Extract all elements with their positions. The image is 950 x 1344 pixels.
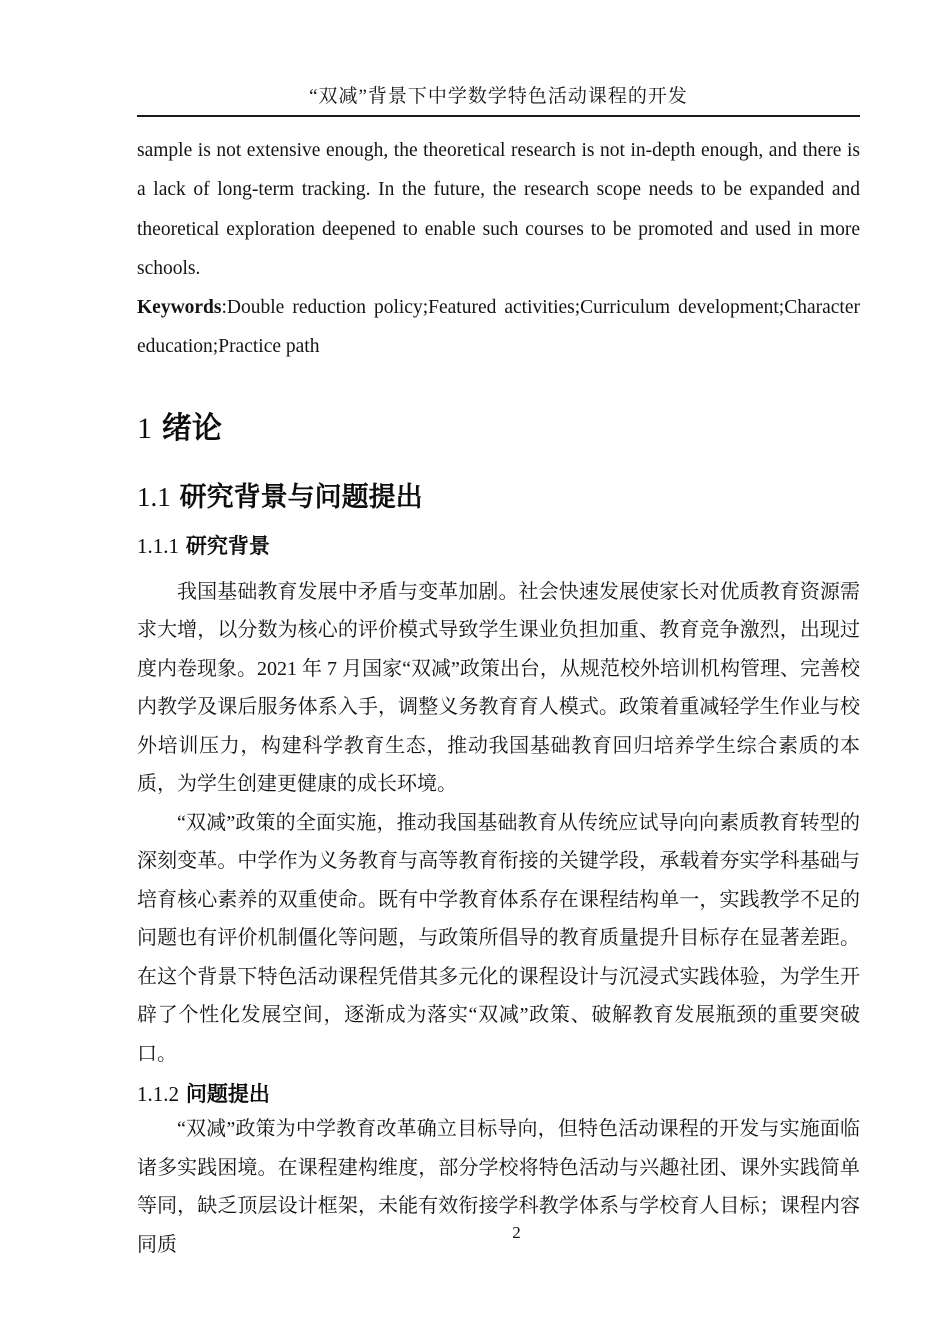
heading-subsection-2-number: 1.1.2 (137, 1082, 179, 1107)
body-paragraph-research-background-1: 我国基础教育发展中矛盾与变革加剧。社会快速发展使家长对优质教育资源需求大增，以分数为核心的评价模式导致学生课业负担加重、教育竞争激烈，出现过度内卷现象。2021 年 7 月国家“双减”政策出台，从规范校外培训机构管理、完善校内教学及课后服务体系入手，调整义务教育育人模式。政策着重减轻学生作业与校外培训压力，构建科学教育生态，推动我国基础教育回归培养学生综合素质的本质，为学生创建更健康的成长环境。 (137, 580, 860, 796)
heading-section-label: 研究背景与问题提出 (179, 481, 423, 512)
heading-subsection-1-1-1 (137, 535, 860, 558)
page-header (137, 0, 860, 117)
keywords-line (137, 288, 860, 367)
heading-subsection-2-label: 问题提出 (185, 1083, 270, 1107)
body-paragraph-problem-statement: “双减”政策为中学教育改革确立目标导向，但特色活动课程的开发与实施面临诸多实践困境。在课程建构维度，部分学校将特色活动与兴趣社团、课外实践简单等同，缺乏顶层设计框架，未能有效衔接学科教学体系与学校育人目标；课程内容同质 (137, 1118, 860, 1256)
keywords-text: :Double reduction policy;Featured activities;Curriculum development;Character education;Practice path (137, 297, 860, 358)
heading-subsection-1-number: 1.1.1 (137, 533, 179, 558)
page-number: 2 (512, 1223, 521, 1242)
heading-section-1-1 (137, 483, 860, 512)
heading-section-number: 1.1 (137, 481, 171, 512)
heading-subsection-1-1-2 (137, 1083, 860, 1106)
body-paragraph-research-background-2: “双减”政策的全面实施，推动我国基础教育从传统应试导向向素质教育转型的深刻变革。中学作为义务教育与高等教育衔接的关键学段，承载着夯实学科基础与培育核心素养的双重使命。既有中学教育体系存在课程结构单一，实践教学不足的问题也有评价机制僵化等问题，与政策所倡导的教育质量提升目标存在显著差距。在这个背景下特色活动课程凭借其多元化的课程设计与沉浸式实践体验，为学生开辟了个性化发展空间，逐渐成为落实“双减”政策、破解教育发展瓶颈的重要突破口。 (137, 811, 860, 1065)
running-head-title: “双减”背景下中学数学特色活动课程的开发 (309, 86, 688, 107)
abstract-continuation-paragraph: sample is not extensive enough, the theoretical research is not in-depth enough, and there is a lack of long-term tracking. In the future, the research scope needs to be expanded and theoretical exploration deepened to enable such courses to be promoted and used in more schools. (137, 140, 860, 279)
keywords-label: Keywords (137, 297, 222, 319)
heading-subsection-1-label: 研究背景 (185, 534, 270, 558)
heading-chapter-label: 绪论 (161, 411, 222, 445)
heading-chapter-1 (137, 413, 860, 445)
page-body (137, 131, 860, 1264)
heading-chapter-number: 1 (137, 411, 152, 445)
